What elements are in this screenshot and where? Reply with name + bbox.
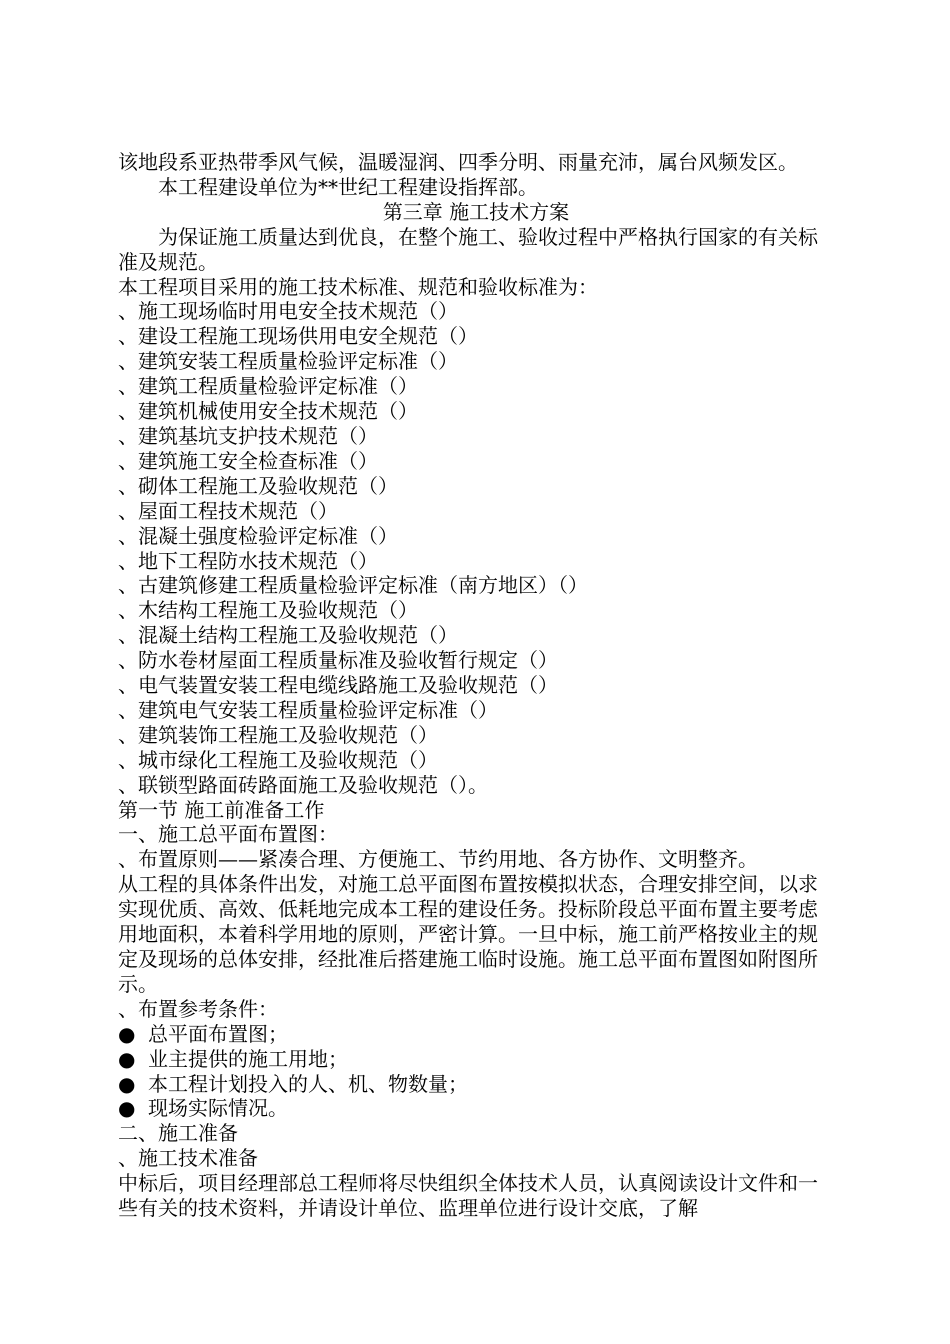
- list-item: 、砌体工程施工及验收规范（）: [118, 473, 398, 498]
- bullet-text: 总平面布置图；: [148, 1021, 288, 1046]
- bullet-item: [118, 1072, 834, 1097]
- paragraph-climate: 该地段系亚热带季风气候，温暖湿润、四季分明、雨量充沛，属台风频发区。: [118, 150, 798, 174]
- paragraph-tech-prep: 中标后，项目经理部总工程师将尽快组织全体技术人员，认真阅读设计文件和一些有关的技术资料，并请设计单位、监理单位进行设计交底，了解: [118, 1171, 818, 1221]
- bullet-item: [118, 1047, 834, 1072]
- list-item: 、电气装置安装工程电缆线路施工及验收规范（）: [118, 673, 558, 698]
- list-item: 、屋面工程技术规范（）: [118, 498, 338, 523]
- list-item: 、建筑装饰工程施工及验收规范（）: [118, 722, 438, 747]
- item-tech-prep: 、施工技术准备: [118, 1146, 258, 1171]
- list-item: 、古建筑修建工程质量检验评定标准（南方地区）（）: [118, 573, 588, 598]
- item-principle: 、布置原则——紧凑合理、方便施工、节约用地、各方协作、文明整齐。: [118, 847, 758, 872]
- paragraph-layout: 从工程的具体条件出发，对施工总平面图布置按模拟状态，合理安排空间，以求实现优质、高效、低耗地完成本工程的建设任务。投标阶段总平面布置主要考虑用地面积，本着科学用地的原则，严密计算。一旦中标，施工前严格按业主的规定及现场的总体安排，经批准后搭建施工临时设施。施工总平面布置图如附图所示。: [118, 872, 818, 996]
- paragraph-standards-intro: 本工程项目采用的施工技术标准、规范和验收标准为：: [118, 274, 598, 299]
- list-item: 、建筑安装工程质量检验评定标准（）: [118, 349, 458, 374]
- subsection-title: 一、施工总平面布置图：: [118, 822, 338, 847]
- list-item: 、建筑施工安全检查标准（）: [118, 448, 378, 473]
- bullet-item: [118, 1096, 834, 1121]
- bullet-icon: ●: [118, 1096, 136, 1121]
- paragraph-owner: 本工程建设单位为**世纪工程建设指挥部。: [158, 174, 538, 199]
- chapter-title: 第三章 施工技术方案: [382, 199, 570, 224]
- section-title: 第一节 施工前准备工作: [118, 797, 325, 822]
- list-item: 、建设工程施工现场供用电安全规范（）: [118, 324, 478, 349]
- paragraph-quality: 为保证施工质量达到优良，在整个施工、验收过程中严格执行国家的有关标准及规范。: [118, 224, 818, 274]
- bullet-text: 本工程计划投入的人、机、物数量；: [148, 1071, 468, 1096]
- bullet-list: [118, 1022, 834, 1122]
- list-item: 、混凝土强度检验评定标准（）: [118, 523, 398, 548]
- list-item: 、城市绿化工程施工及验收规范（）: [118, 747, 438, 772]
- bullet-icon: ●: [118, 1021, 136, 1046]
- bullet-icon: ●: [118, 1046, 136, 1071]
- bullet-icon: ●: [118, 1071, 136, 1096]
- list-item: 、混凝土结构工程施工及验收规范（）: [118, 623, 458, 648]
- list-item: 、防水卷材屋面工程质量标准及验收暂行规定（）: [118, 648, 558, 673]
- standards-list: [118, 299, 834, 797]
- bullet-item: [118, 1022, 834, 1047]
- document-page: [118, 150, 834, 1221]
- item-reference: 、布置参考条件：: [118, 996, 278, 1021]
- list-item: 、建筑基坑支护技术规范（）: [118, 423, 378, 448]
- list-item: 、地下工程防水技术规范（）: [118, 548, 378, 573]
- list-item: 、联锁型路面砖路面施工及验收规范（）。: [118, 772, 488, 797]
- bullet-text: 业主提供的施工用地；: [148, 1046, 348, 1071]
- list-item: 、施工现场临时用电安全技术规范（）: [118, 299, 458, 324]
- list-item: 、木结构工程施工及验收规范（）: [118, 598, 418, 623]
- list-item: 、建筑机械使用安全技术规范（）: [118, 399, 418, 424]
- list-item: 、建筑电气安装工程质量检验评定标准（）: [118, 697, 498, 722]
- subsection-title: 二、施工准备: [118, 1121, 238, 1146]
- list-item: 、建筑工程质量检验评定标准（）: [118, 374, 418, 399]
- bullet-text: 现场实际情况。: [148, 1096, 288, 1121]
